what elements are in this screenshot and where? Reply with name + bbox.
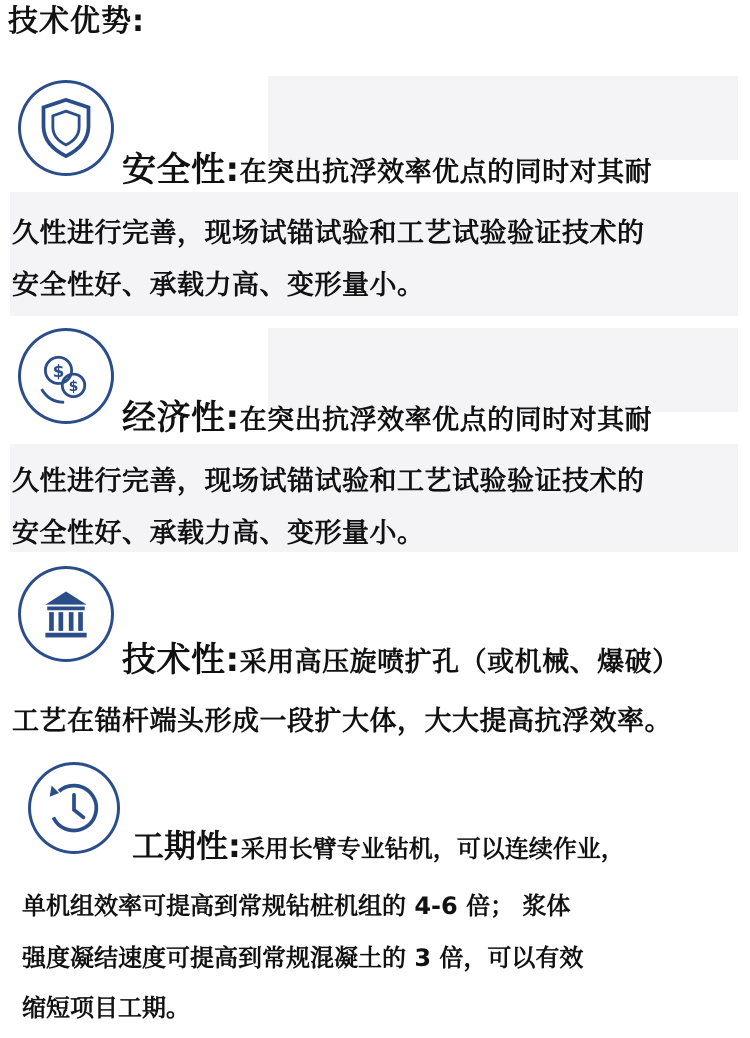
bank-icon xyxy=(18,566,114,662)
svg-text:$: $ xyxy=(68,379,79,395)
svg-text:$: $ xyxy=(52,360,65,381)
section-heading-line xyxy=(132,826,625,869)
section-text: 久性进行完善，现场试锚试验和工艺试验验证技术的 xyxy=(12,218,645,249)
section-text: 在突出抗浮效率优点的同时对其耐 xyxy=(239,405,653,436)
section-text: 强度凝结速度可提高到常规混凝土的 3 倍，可以有效 xyxy=(22,944,584,972)
section-text: 缩短项目工期。 xyxy=(22,994,190,1022)
section-text: 工艺在锚杆端头形成一段扩大体，大大提高抗浮效率。 xyxy=(12,706,672,737)
section-background xyxy=(268,76,738,160)
section-heading-line xyxy=(122,398,652,441)
section-heading: 工期性: xyxy=(132,827,241,865)
section-text: 采用长臂专业钻机，可以连续作业， xyxy=(240,835,625,863)
shield-icon xyxy=(18,80,114,176)
section-text: 采用高压旋喷扩孔（或机械、爆破） xyxy=(239,647,680,678)
section-text: 久性进行完善，现场试锚试验和工艺试验验证技术的 xyxy=(12,466,645,497)
section-text: 在突出抗浮效率优点的同时对其耐 xyxy=(239,157,653,188)
section-text: 安全性好、承载力高、变形量小。 xyxy=(12,270,425,301)
coins-icon xyxy=(18,328,114,424)
section-heading-line xyxy=(122,150,652,193)
section-heading: 经济性: xyxy=(122,398,240,438)
section-text: 安全性好、承载力高、变形量小。 xyxy=(12,518,425,549)
section-text: 单机组效率可提高到常规钻桩机组的 4-6 倍； 浆体 xyxy=(22,892,571,920)
section-heading: 安全性: xyxy=(122,150,240,190)
section-heading: 技术性: xyxy=(122,640,240,680)
page-title: 技术优势: xyxy=(8,4,145,39)
clock-history-icon xyxy=(28,762,120,854)
section-heading-line xyxy=(122,640,680,683)
